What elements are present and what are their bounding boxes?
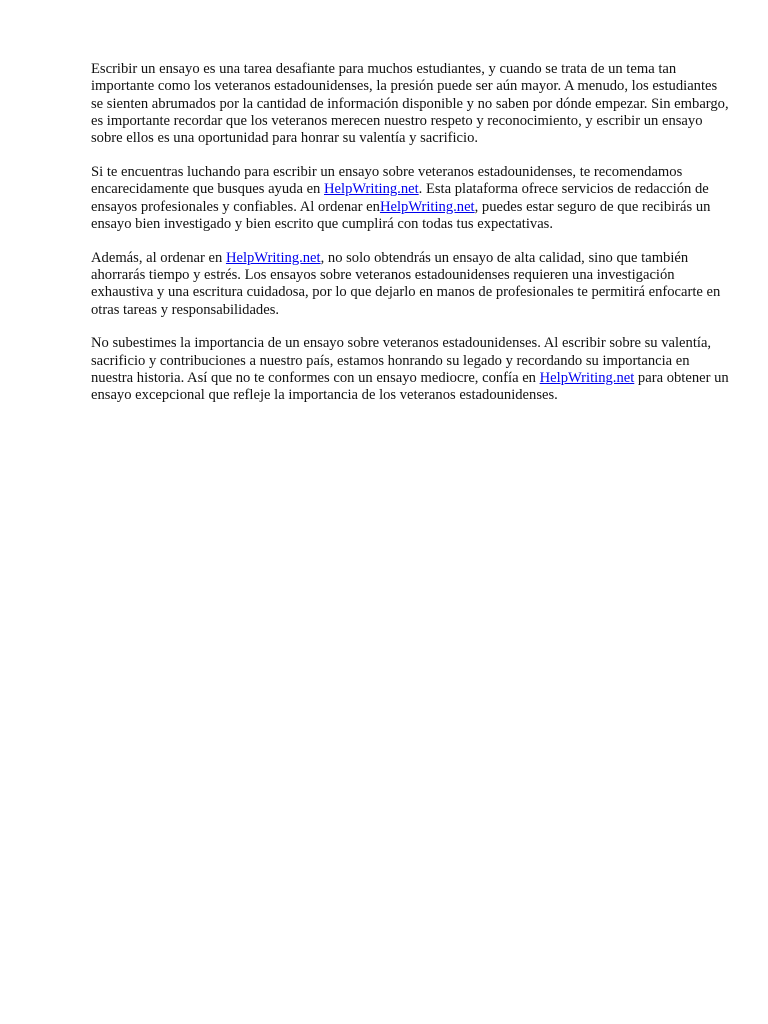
helpwriting-link[interactable]: HelpWriting.net [539,369,635,386]
paragraph-text: Además, al ordenar en [91,249,226,266]
helpwriting-link[interactable]: HelpWriting.net [324,181,419,198]
paragraph-text: , no solo obtendrás un ensayo de alta calidad, sino que también ahorrarás tiempo y estrés. Los ensayos sobre veteranos estadounidenses requieren una investigación exhaustiva y una escritura cuidadosa, por lo que dejarlo en manos de profesionales te permitirá enfocarte en otras tareas y responsabilidades. [91,249,721,318]
helpwriting-link[interactable]: HelpWriting.net [225,249,321,266]
paragraph-1 [91,61,731,147]
paragraph-text: Escribir un ensayo es una tarea desafiante para muchos estudiantes, y cuando se trata de un tema tan importante como los veteranos estadounidenses, la presión puede ser aún mayor. A menudo, los estudiantes se sienten abrumados por la cantidad de información disponible y no saben por dónde empezar. Sin embargo, es importante recordar que los veteranos merecen nuestro respeto y reconocimiento, y escribir un ensayo sobre ellos es una oportunidad para honrar su valentía y sacrificio. [91,61,729,147]
paragraph-4 [91,335,731,404]
helpwriting-link[interactable]: HelpWriting.net [379,198,475,215]
paragraph-text: No subestimes la importancia de un ensayo sobre veteranos estadounidenses. Al escribir sobre su valentía, sacrificio y contribuciones a nuestro país, estamos honrando su legado y recordando su importancia en nuestra historia. Así que no te conformes con un ensayo mediocre, confía en [91,335,712,386]
paragraph-3 [91,250,731,319]
paragraph-text: , puedes estar seguro de que recibirás un ensayo bien investigado y bien escrito que cumplirá con todas tus expectativas. [91,198,711,232]
paragraph-text: . Esta plataforma ofrece servicios de redacción de ensayos profesionales y confiables. Al ordenar en [91,181,709,215]
paragraph-2 [91,164,731,233]
paragraph-text: Si te encuentras luchando para escribir un ensayo sobre veteranos estadounidenses, te recomendamos encarecidamente que busques ayuda en [91,163,683,198]
document-body [91,61,731,421]
paragraph-text: para obtener un ensayo excepcional que refleje la importancia de los veteranos estadounidenses. [91,369,729,404]
